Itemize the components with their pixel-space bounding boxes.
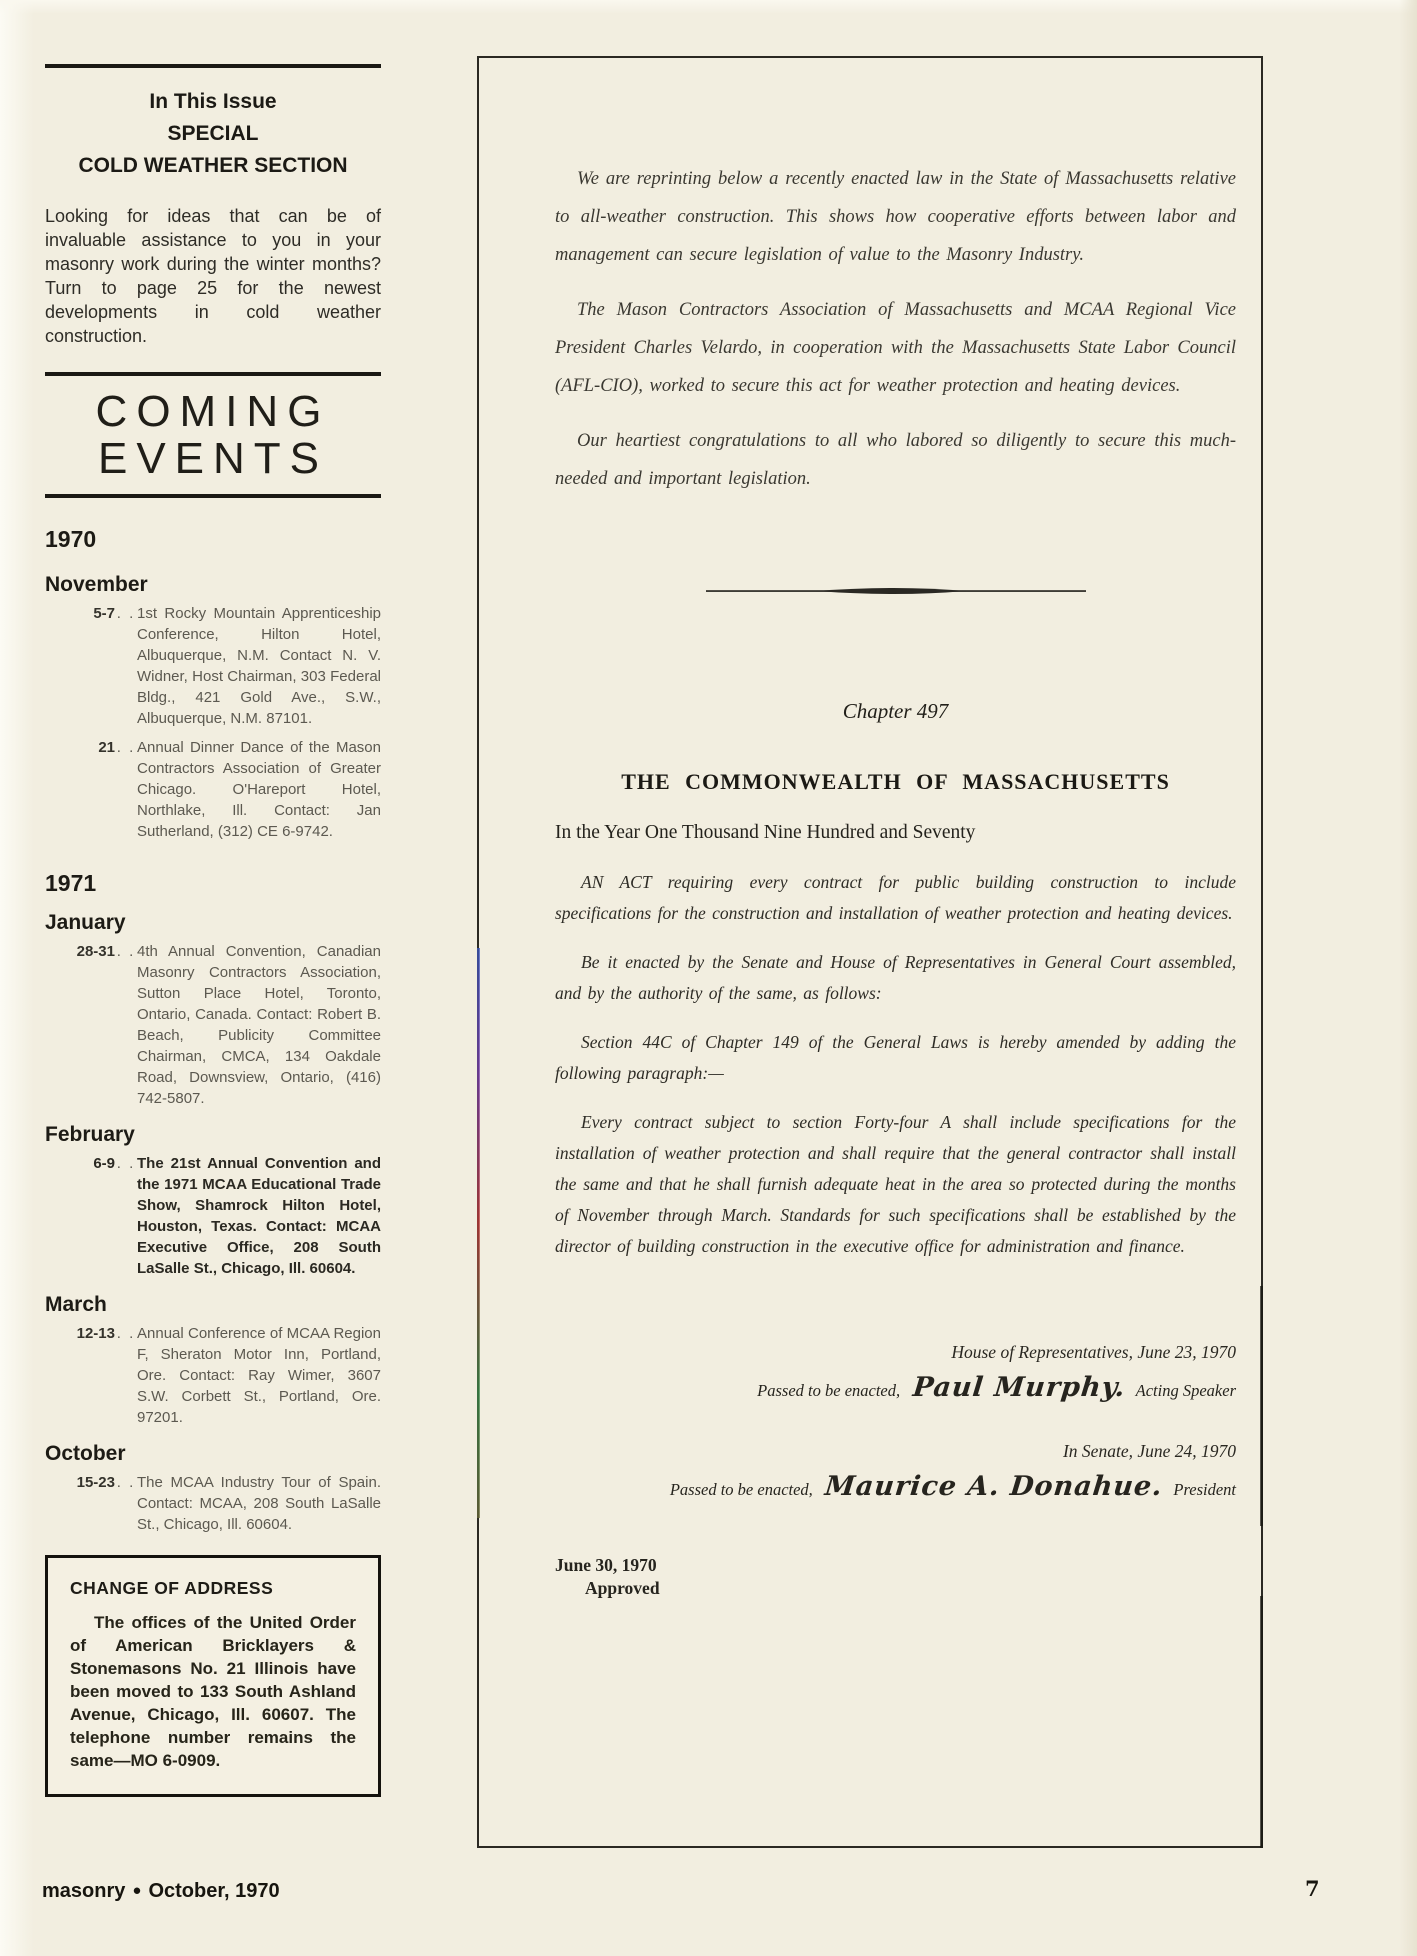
approval-block [555, 1554, 1236, 1600]
house-signature-line [555, 1372, 1236, 1403]
event-dates: 5-7 [93, 605, 115, 622]
president-role-label: President [1173, 1480, 1236, 1499]
in-this-issue-body: Looking for ideas that can be of invaluable assistance to you in your masonry work during the winter months? Turn to page 25 for the newest developments in cold weather construction. [45, 206, 381, 346]
president-signature: Maurice A. Donahue. [823, 1471, 1165, 1502]
footer-issue-line [42, 1880, 280, 1903]
calendar-month-january: January [45, 911, 126, 934]
change-of-address-title: CHANGE OF ADDRESS [70, 1578, 274, 1598]
event-dots: . . [116, 1325, 136, 1342]
event-dots: . . [116, 1474, 136, 1491]
senate-date-line: In Senate, June 24, 1970 [1062, 1441, 1236, 1461]
event-dates: 28-31 [76, 943, 115, 960]
intro-paragraph-2: The Mason Contractors Association of Massachusetts and MCAA Regional Vice President Charles Velardo, in cooperation with the Massachusetts State Labor Council (AFL-CIO), worked to secure this act for weather protection and heating devices. [555, 300, 1236, 396]
horizontal-rule-mid [45, 372, 381, 376]
coming-events-title [45, 388, 381, 482]
scan-edge-top [0, 0, 1417, 14]
event-dates: 15-23 [76, 1474, 115, 1491]
event-text: The MCAA Industry Tour of Spain. Contact: MCAA, 208 South LaSalle St., Chicago, Ill. 60604. [137, 1474, 381, 1533]
approval-date: June 30, 1970 [555, 1555, 657, 1575]
commonwealth-title: THE COMMONWEALTH OF MASSACHUSETTS [621, 769, 1170, 794]
act-paragraph-1: AN ACT requiring every contract for public building construction to include specifications for the construction and installation of weather protection and heating devices. [555, 872, 1236, 923]
coming-events-title-line2: EVENTS [97, 434, 329, 483]
chapter-heading: Chapter 497 [842, 699, 949, 723]
in-this-issue-heading [45, 86, 381, 182]
in-this-issue-line1: In This Issue [149, 90, 277, 113]
change-of-address-box [45, 1555, 381, 1797]
article-box [477, 56, 1263, 1848]
event-entry [45, 737, 381, 842]
passed-to-be-enacted-label: Passed to be enacted, [757, 1381, 901, 1400]
calendar-year-1971: 1971 [45, 870, 97, 896]
speaker-signature: Paul Murphy. [910, 1372, 1127, 1403]
event-text: 4th Annual Convention, Canadian Masonry Contractors Association, Sutton Place Hotel, Toronto, Ontario, Canada. Contact: Robert B. Beach, Publicity Committee Chairman, CMCA, 134 Oakdale Road, Downsview, Ontario, (416) 742-5807. [137, 943, 381, 1107]
in-this-issue-line2: SPECIAL [167, 122, 259, 145]
ornament-divider-graphic [706, 584, 1086, 598]
event-dates: 6-9 [93, 1155, 115, 1172]
page-number: 7 [1305, 1876, 1320, 1901]
left-column [45, 64, 381, 1797]
year-line: In the Year One Thousand Nine Hundred and Seventy [555, 822, 976, 843]
event-entry [45, 941, 381, 1109]
event-text: 1st Rocky Mountain Apprenticeship Conference, Hilton Hotel, Albuquerque, N.M. Contact N. V. Widner, Host Chairman, 303 Federal Bldg., 421 Gold Ave., S.W., Albuquerque, N.M. 87101. [137, 605, 381, 727]
event-text: The 21st Annual Convention and the 1971 MCAA Educational Trade Show, Shamrock Hilton Hotel, Houston, Texas. Contact: MCAA Executive Office, 208 South LaSalle St., Chicago, Ill. 60604. [137, 1155, 381, 1277]
event-dots: . . [116, 605, 136, 622]
act-paragraph-4: Every contract subject to section Forty-four A shall include specifications for the installation of weather protection and shall require that the general contractor shall install the same and that he shall furnish adequate heat in the area so protected during the months of November through March. Standards for such specifications shall be established by the director of building construction in the executive office for administration and finance. [555, 1112, 1236, 1256]
event-text: Annual Conference of MCAA Region F, Sheraton Motor Inn, Portland, Ore. Contact: Ray Wimer, 3607 S.W. Corbett St., Portland, Ore. 97201. [137, 1325, 381, 1426]
ornament-divider [706, 584, 1086, 598]
senate-signature-line [555, 1471, 1236, 1502]
event-entry [45, 1323, 381, 1428]
passed-to-be-enacted-label: Passed to be enacted, [669, 1480, 813, 1499]
scan-color-artifact [477, 948, 480, 1518]
footer-brand: masonry [42, 1880, 126, 1902]
event-dots: . . [116, 739, 136, 756]
event-dots: . . [116, 1155, 136, 1172]
scan-dark-artifact [1260, 1286, 1263, 1526]
coming-events-title-line1: COMING [95, 387, 331, 436]
in-this-issue-line3: COLD WEATHER SECTION [78, 154, 348, 177]
intro-paragraph-3: Our heartiest congratulations to all who labored so diligently to secure this much-needed and important legislation. [555, 431, 1236, 489]
calendar-month-november: November [45, 573, 148, 596]
change-of-address-body: The offices of the United Order of American Bricklayers & Stonemasons No. 21 Illinois have been moved to 133 South Ashland Avenue, Chicago, Ill. 60607. The telephone number remains the same—MO 6-0909. [70, 1613, 356, 1770]
intro-paragraph-1: We are reprinting below a recently enacted law in the State of Massachusetts relative to all-weather construction. This shows how cooperative efforts between labor and management can secure legislation of value to the Masonry Industry. [555, 169, 1236, 265]
horizontal-rule-under-title [45, 494, 381, 498]
event-dates: 21 [98, 739, 115, 756]
footer-bullet-icon: ● [132, 1882, 142, 1899]
event-entry [45, 1153, 381, 1279]
act-paragraph-3: Section 44C of Chapter 149 of the General Laws is hereby amended by adding the following paragraph:— [555, 1032, 1236, 1083]
horizontal-rule-top [45, 64, 381, 68]
event-dates: 12-13 [76, 1325, 115, 1342]
approval-label: Approved [585, 1578, 660, 1598]
scan-dark-artifact [1260, 1596, 1263, 1848]
calendar-month-february: February [45, 1123, 135, 1146]
scan-edge-left [0, 0, 34, 1956]
event-entry [45, 603, 381, 729]
act-paragraph-2: Be it enacted by the Senate and House of Representatives in General Court assembled, and by the authority of the same, as follows: [555, 952, 1236, 1003]
house-date-line: House of Representatives, June 23, 1970 [951, 1342, 1236, 1362]
event-entry [45, 1472, 381, 1535]
event-dots: . . [116, 943, 136, 960]
event-text: Annual Dinner Dance of the Mason Contractors Association of Greater Chicago. O'Hareport Hotel, Northlake, Ill. Contact: Jan Sutherland, (312) CE 6-9742. [137, 739, 381, 840]
calendar-month-march: March [45, 1293, 107, 1316]
footer-issue-date: October, 1970 [148, 1880, 280, 1902]
calendar-year-1970: 1970 [45, 526, 97, 552]
speaker-role-label: Acting Speaker [1135, 1381, 1236, 1400]
scan-edge-right [1399, 0, 1417, 1956]
calendar-month-october: October [45, 1442, 126, 1465]
